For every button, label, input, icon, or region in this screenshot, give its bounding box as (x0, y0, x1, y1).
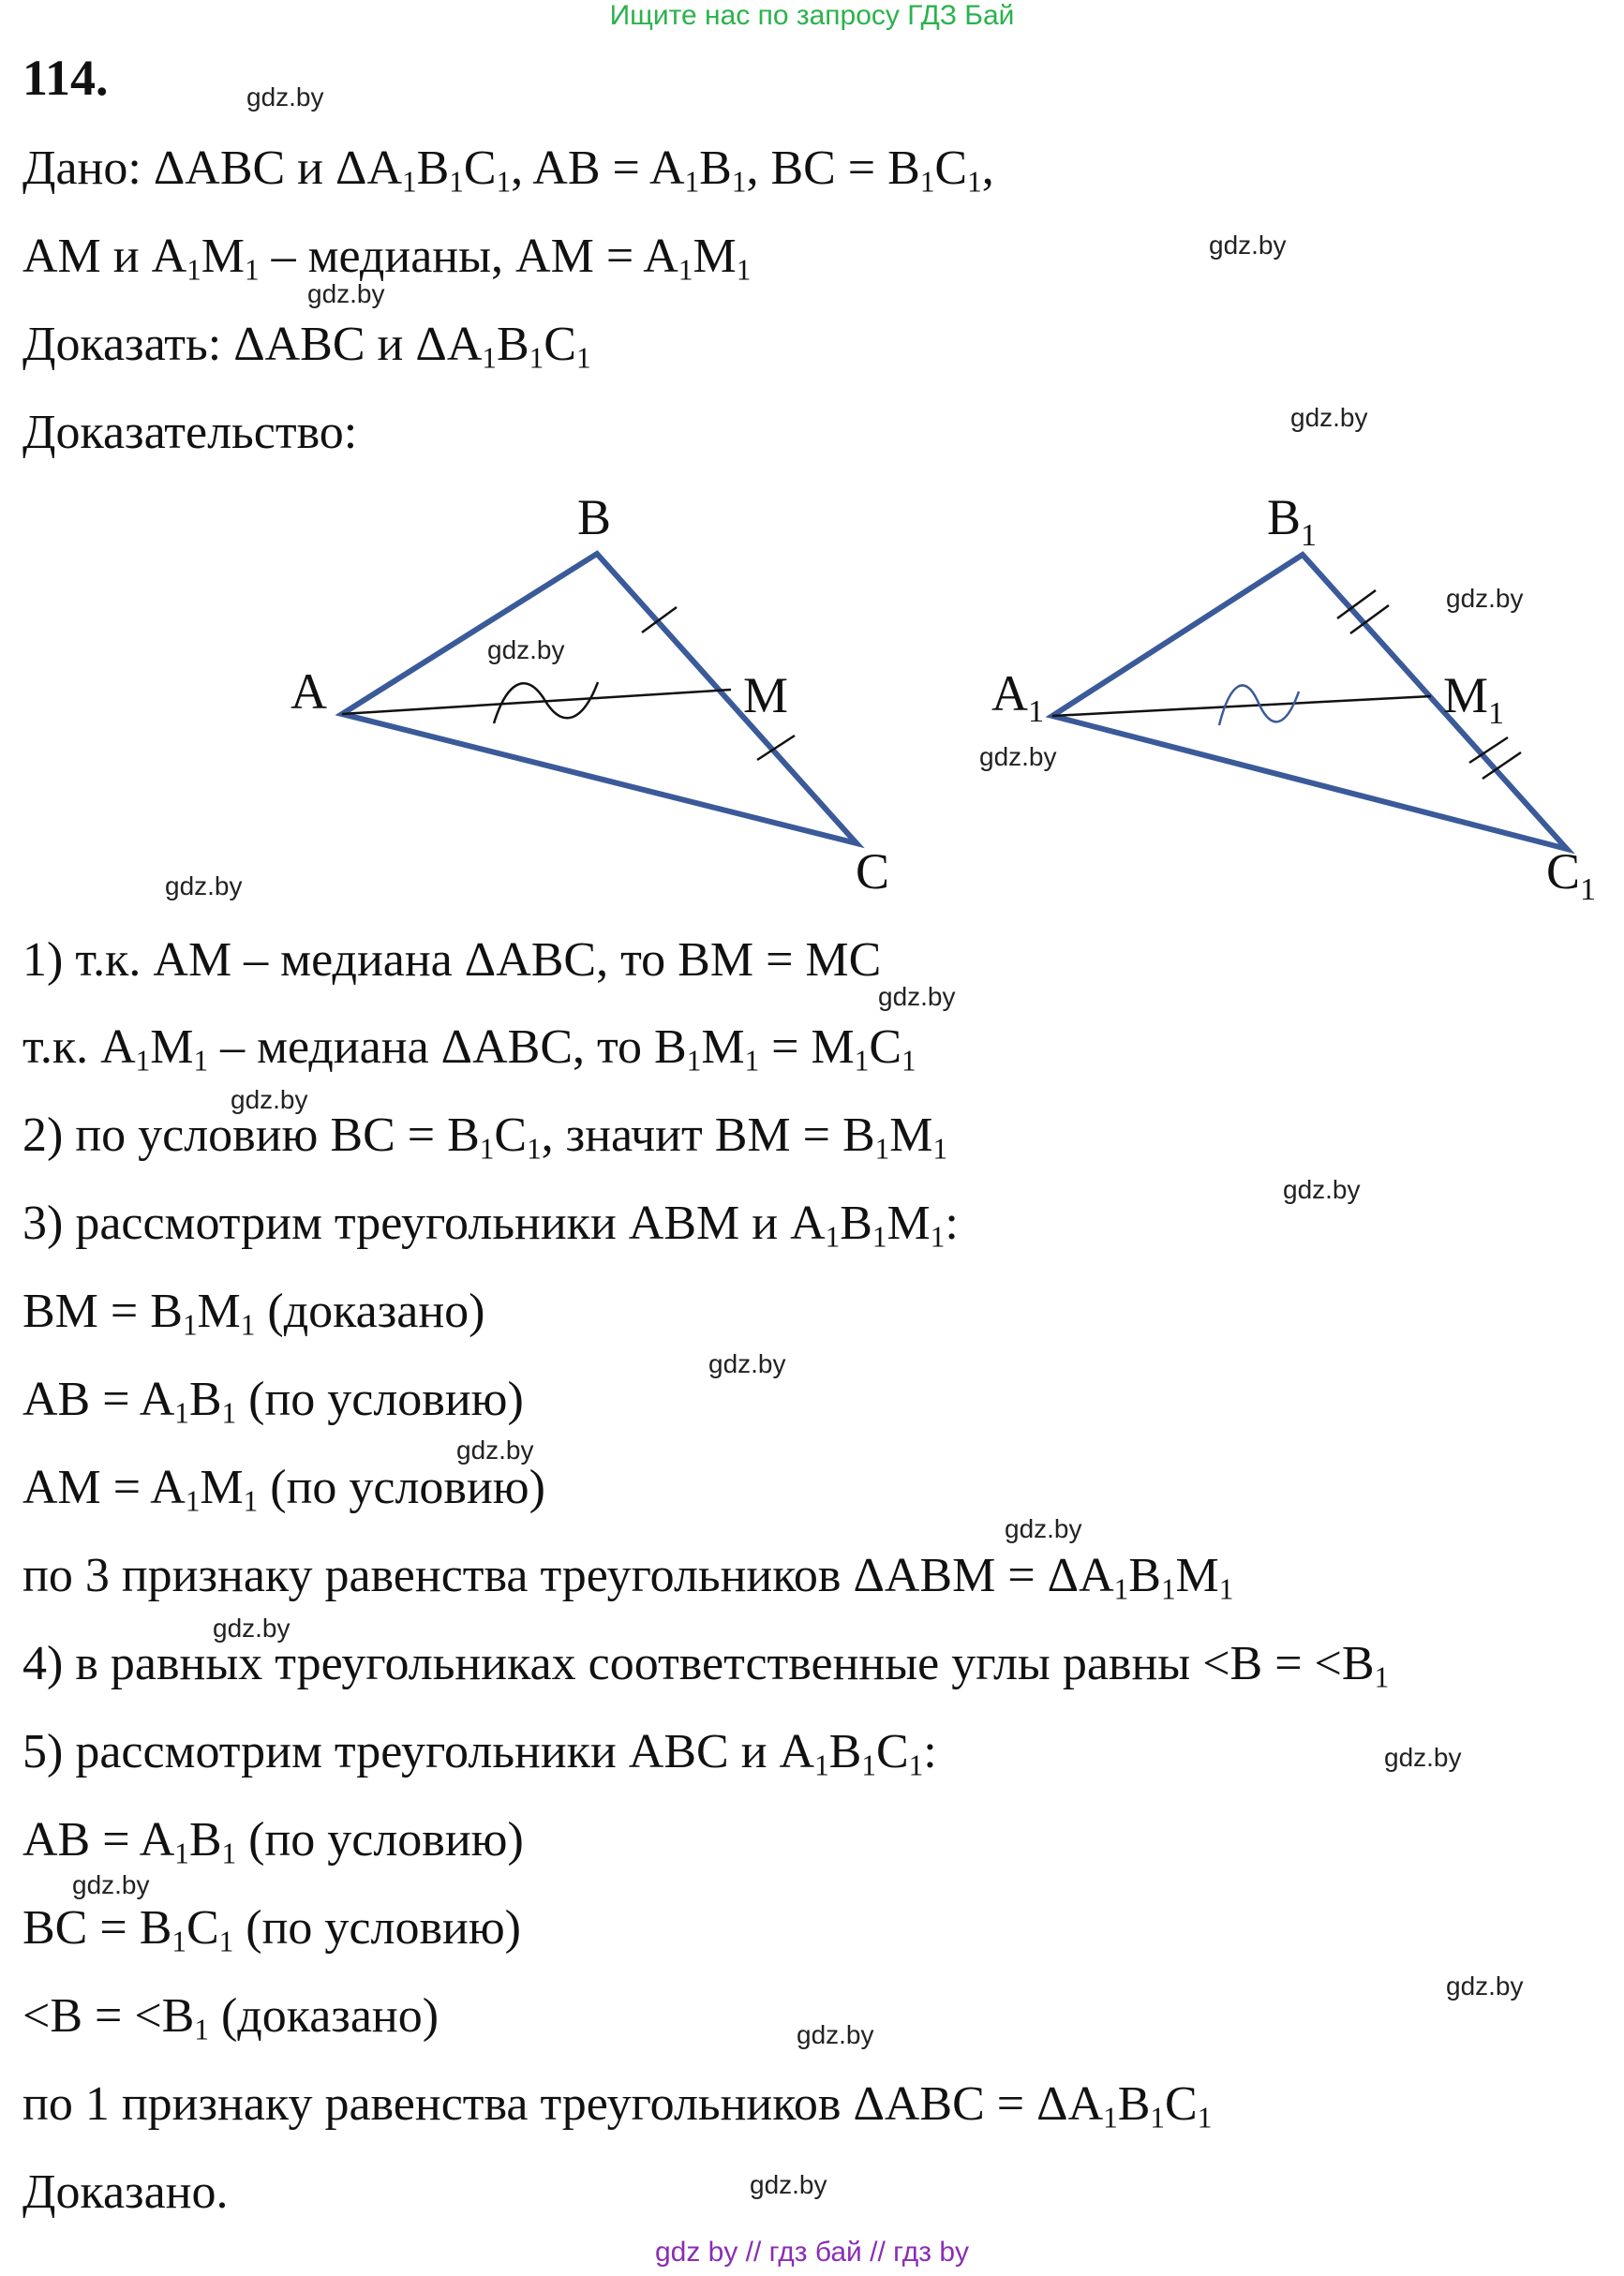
watermark: gdz.by (1209, 231, 1287, 260)
step-1a: 1) т.к. AM – медиана ΔABC, то BM = MC (22, 933, 882, 987)
watermark: gdz.by (708, 1349, 786, 1378)
label-a1: $A_1$ (991, 665, 1044, 729)
proof-heading: Доказательство: (22, 406, 358, 459)
problem-number: 114. (22, 50, 109, 106)
step-5c: $<B = <B_1$ (доказано) (22, 1989, 440, 2046)
triangle-abc (291, 489, 889, 900)
step-1b: т.к. $A_1M_1$ – медиана ΔABC, то $B_1M_1 = M_1C_1$ (22, 1020, 916, 1078)
watermark: gdz.by (456, 1436, 534, 1465)
given-line-2: AM и $A_1M_1$ – медианы, AM = $A_1M_1$ (22, 230, 752, 287)
conclusion: Доказано. (22, 2165, 229, 2219)
watermark: gdz.by (750, 2170, 827, 2199)
label-b: B (577, 489, 612, 545)
label-c1: $C_1$ (1546, 843, 1597, 907)
watermark: gdz.by (1384, 1743, 1462, 1772)
label-m: M (743, 667, 789, 723)
watermark: gdz.by (1283, 1175, 1361, 1204)
median-am (342, 690, 731, 714)
step-3c: AM = $A_1M_1$ (по условию) (22, 1461, 545, 1518)
step-5: 5) рассмотрим треугольники ABC и $A_1B_1C_1$: (22, 1725, 937, 1782)
watermark: gdz.by (487, 635, 565, 664)
step-3: 3) рассмотрим треугольники ABM и $A_1B_1M_1$: (22, 1197, 959, 1254)
step-3d: по 3 признаку равенства треугольников $\Delta ABM = \Delta A_1B_1M_1$ (22, 1549, 1234, 1606)
watermark: gdz.by (1005, 1514, 1082, 1543)
prove-line: Доказать: ΔABC и $\Delta A_1B_1C_1$ (22, 318, 591, 375)
top-banner: Ищите нас по запросу ГДЗ Бай (609, 0, 1015, 31)
footer-links: gdz by // гдз бай // гдз by (654, 2237, 970, 2268)
triangle-a1b1c1 (991, 489, 1596, 907)
watermark: gdz.by (979, 742, 1057, 771)
watermark: gdz.by (231, 1085, 308, 1114)
watermark: gdz.by (72, 1870, 150, 1899)
step-4: 4) в равных треугольниках соответственные углы равны $<B = <B_1$ (22, 1637, 1390, 1694)
given-line-1: Дано: ΔABC и $\Delta A_1B_1C_1$, AB = $A_1B_1$, BC = $B_1C_1$, (22, 141, 994, 199)
watermark: gdz.by (1290, 403, 1368, 432)
step-2: 2) по условию BC = $B_1C_1$, значит BM = $B_1M_1$ (22, 1108, 948, 1166)
watermark: gdz.by (165, 871, 243, 900)
watermark: gdz.by (1446, 584, 1524, 613)
median-a1m1 (1052, 696, 1431, 716)
label-m1: $M_1$ (1443, 667, 1505, 731)
step-5a: AB = $A_1B_1$ (по условию) (22, 1813, 524, 1870)
step-3b: AB = $A_1B_1$ (по условию) (22, 1373, 524, 1430)
step-3a: BM = $B_1M_1$ (доказано) (22, 1285, 485, 1342)
label-b1: $B_1$ (1267, 489, 1318, 553)
label-a: A (291, 663, 327, 720)
label-c: C (856, 843, 890, 900)
watermark: gdz.by (307, 279, 385, 308)
watermark: gdz.by (213, 1614, 291, 1643)
step-5d: по 1 признаку равенства треугольников $\Delta ABC = \Delta A_1B_1C_1$ (22, 2077, 1213, 2135)
triangles-figure (0, 469, 1624, 918)
watermark: gdz.by (246, 82, 324, 112)
watermark: gdz.by (878, 982, 956, 1011)
equal-mark-a1m1 (1219, 685, 1299, 725)
step-5b: BC = $B_1C_1$ (по условию) (22, 1901, 521, 1958)
watermark: gdz.by (797, 2020, 874, 2049)
watermark: gdz.by (1446, 1971, 1524, 2001)
